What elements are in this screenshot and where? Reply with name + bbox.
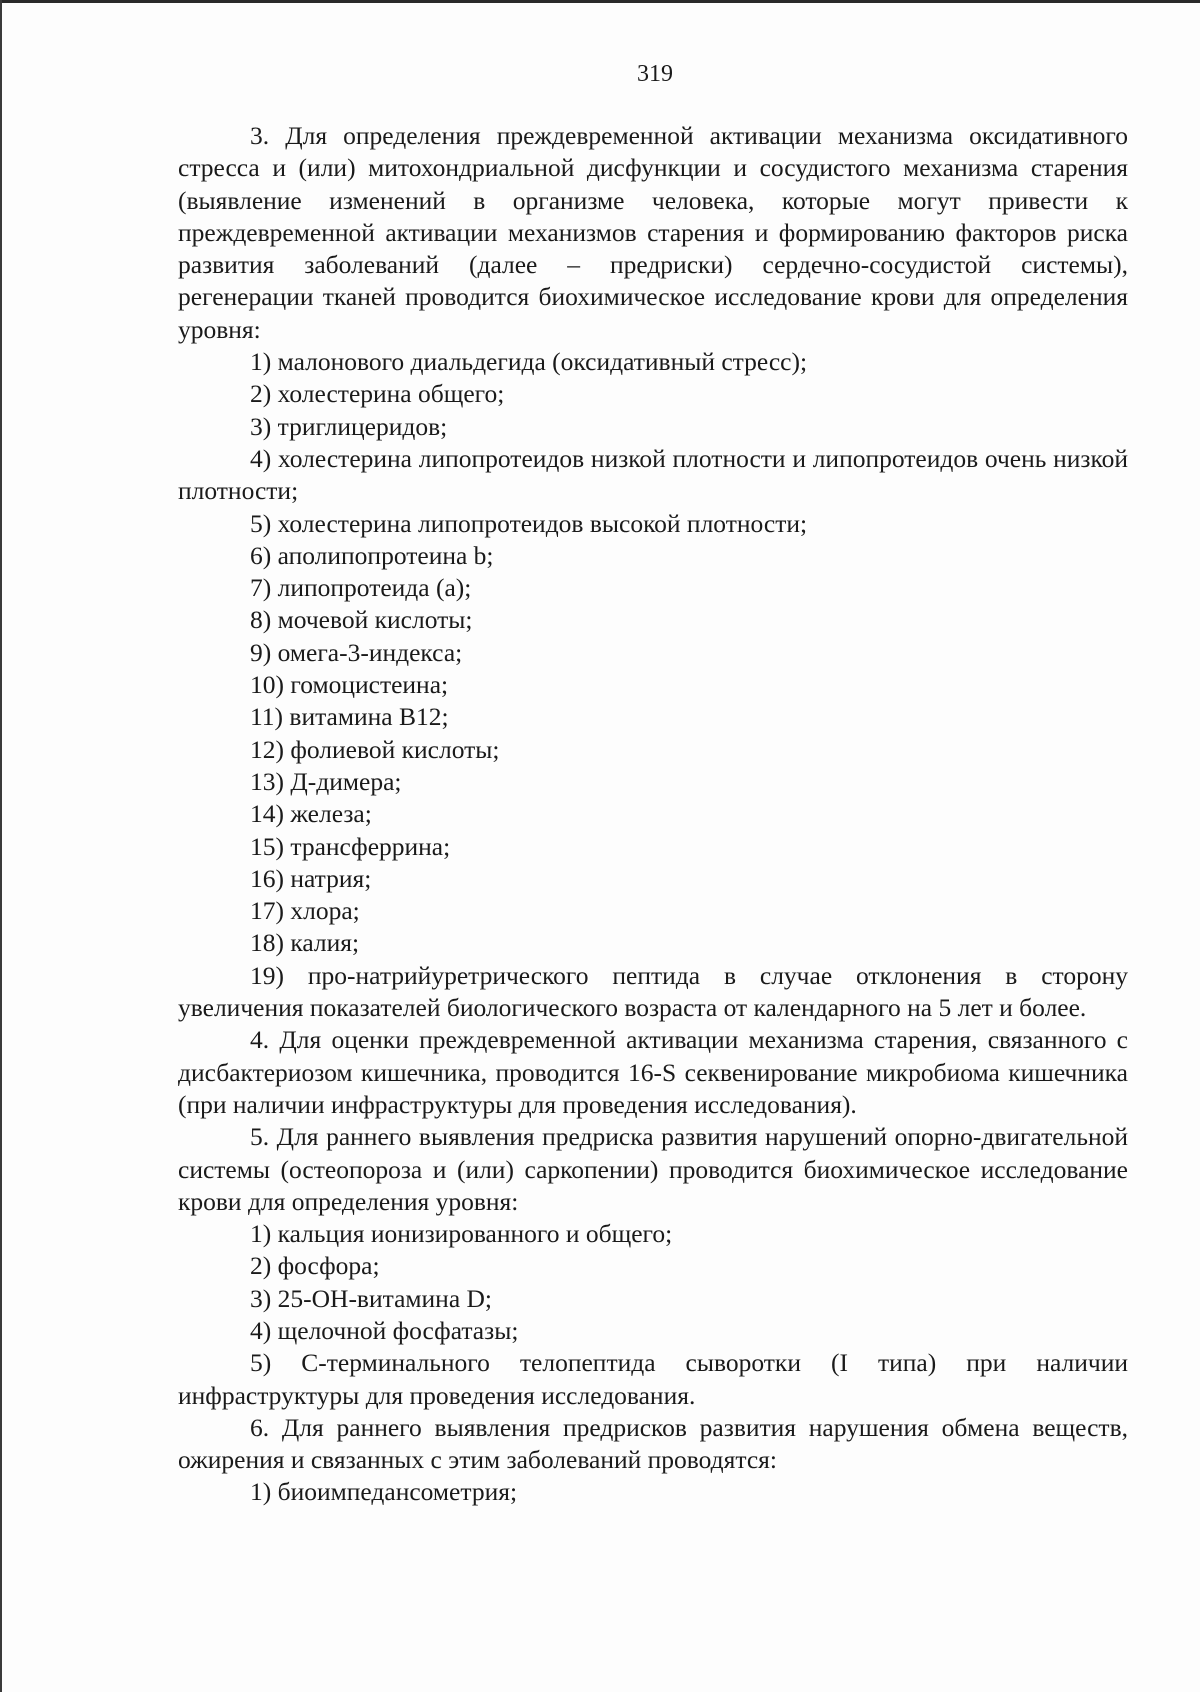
list-item: 7) липопротеида (а); — [250, 573, 472, 603]
paragraph-3: 3. Для определения преждевременной активации механизма оксидативного стресса и (или) митохондриальной дисфункции и сосудистого механизма старения (выявление изменений в организме человека, которые могут привести к преждевременной активации механизмов старения и формированию факторов риска развития заболеваний (далее – предриски) сердечно-сосудистой системы), регенерации тканей проводится биохимическое исследование крови для определения уровня: — [178, 121, 1128, 344]
paragraph-6: 6. Для раннего выявления предрисков развития нарушения обмена веществ, ожирения и связанных с этим заболеваний проводятся: — [178, 1412, 1128, 1475]
scan-edge-top — [0, 0, 1200, 3]
list-item: 15) трансферрина; — [250, 831, 451, 861]
paragraph-4: 4. Для оценки преждевременной активации механизма старения, связанного с дисбактериозом кишечника, проводится 16-S секвенирование микробиома кишечника (при наличии инфраструктуры для проведения исследования). — [178, 1025, 1128, 1119]
list-item: 16) натрия; — [250, 863, 372, 893]
list-item: 2) фосфора; — [250, 1251, 380, 1281]
list-item: 19) про-натрийуретрического пептида в случае отклонения в сторону увеличения показателей биологического возраста от календарного на 5 лет и более. — [178, 960, 1128, 1023]
list-item: 9) омега-3-индекса; — [250, 637, 463, 667]
list-item: 5) холестерина липопротеидов высокой плотности; — [250, 508, 808, 538]
list-item: 4) щелочной фосфатазы; — [250, 1315, 519, 1345]
list-item: 10) гомоцистеина; — [250, 670, 449, 700]
document-body — [178, 120, 1128, 1509]
list-item: 17) хлора; — [250, 896, 360, 926]
list-item: 3) триглицеридов; — [250, 411, 448, 441]
list-item: 4) холестерина липопротеидов низкой плотности и липопротеидов очень низкой плотности; — [178, 443, 1128, 506]
list-item: 11) витамина B12; — [250, 702, 449, 732]
page-number: 319 — [637, 61, 673, 87]
list-item: 2) холестерина общего; — [250, 379, 505, 409]
list-item: 1) кальция ионизированного и общего; — [250, 1219, 673, 1249]
list-item: 1) биоимпедансометрия; — [250, 1477, 518, 1507]
list-item: 18) калия; — [250, 928, 360, 958]
list-item: 1) малонового диальдегида (оксидативный стресс); — [250, 347, 808, 377]
list-item: 13) Д-димера; — [250, 766, 402, 796]
list-item: 8) мочевой кислоты; — [250, 605, 473, 635]
paragraph-5: 5. Для раннего выявления предриска развития нарушений опорно-двигательной системы (остеопороза и (или) саркопении) проводится биохимическое исследование крови для определения уровня: — [178, 1122, 1128, 1216]
list-item: 3) 25-ОН-витамина D; — [250, 1283, 493, 1313]
list-item: 5) С-терминального телопептида сыворотки (I типа) при наличии инфраструктуры для проведения исследования. — [178, 1348, 1128, 1410]
list-item: 6) аполипопротеина b; — [250, 540, 494, 570]
list-item: 14) железа; — [250, 799, 372, 829]
scan-edge-left — [0, 0, 2, 1692]
list-item: 12) фолиевой кислоты; — [250, 734, 500, 764]
